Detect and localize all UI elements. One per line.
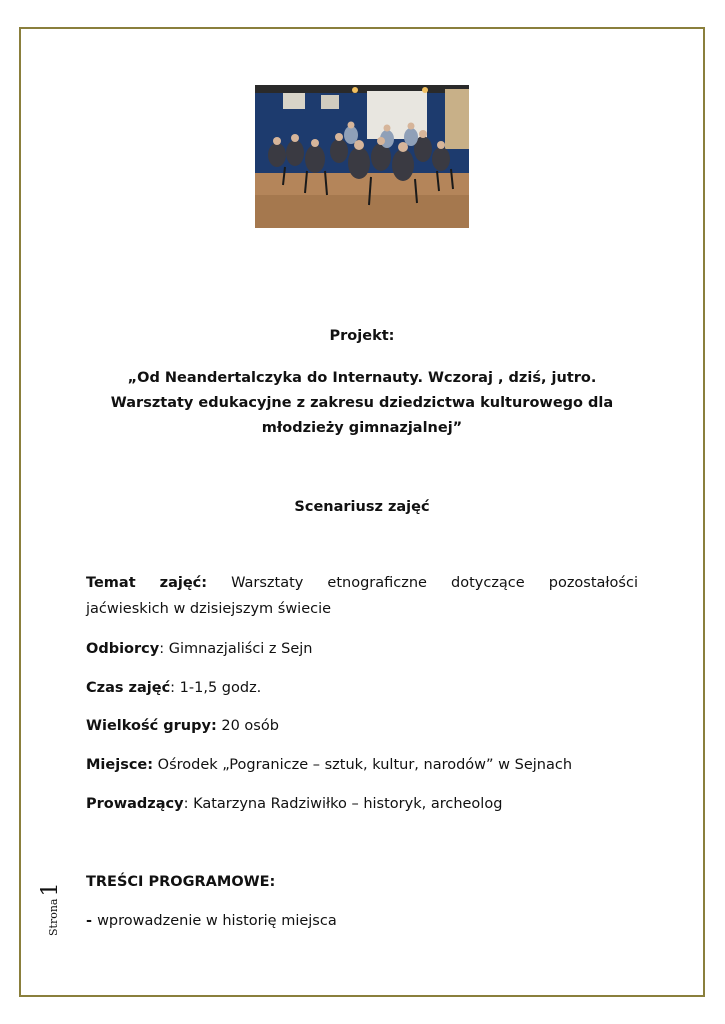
leader-value: : Katarzyna Radziwiłko – historyk, archeolog xyxy=(183,796,503,812)
place-line xyxy=(86,752,638,778)
topic-word-4: pozostałości xyxy=(548,575,638,591)
topic-label-word-2: zajęć: xyxy=(159,575,208,591)
audience-line xyxy=(86,636,638,662)
place-label: Miejsce: xyxy=(86,757,154,773)
topic-line-2: jaćwieskich w dzisiejszym świecie xyxy=(86,601,332,617)
audience-value: : Gimnazjaliści z Sejn xyxy=(159,641,313,657)
place-value: Ośrodek „Pogranicze – sztuk, kultur, narodów” w Sejnach xyxy=(153,757,573,773)
page-number-label xyxy=(34,880,64,940)
group-size-label: Wielkość grupy: xyxy=(86,718,217,734)
scenario-heading: Scenariusz zajęć xyxy=(294,499,430,515)
workshop-group-photo-icon xyxy=(255,85,469,228)
workshop-photo xyxy=(255,85,469,228)
leader-line xyxy=(86,791,638,817)
topic-label-word-1: Temat xyxy=(86,575,136,591)
duration-label: Czas zajęć xyxy=(86,680,171,696)
group-size-value: 20 osób xyxy=(216,718,279,734)
program-bullet: - xyxy=(86,913,98,929)
topic-word-2: etnograficzne xyxy=(327,575,427,591)
audience-label: Odbiorcy xyxy=(86,641,160,657)
leader-label: Prowadzący xyxy=(86,796,184,812)
program-heading xyxy=(86,869,638,895)
page-word: Strona xyxy=(47,898,60,936)
title-line-3: młodzieży gimnazjalnej” xyxy=(261,420,463,436)
title-line-2: Warsztaty edukacyjne z zakresu dziedzictwa kulturowego dla xyxy=(110,395,614,411)
program-item-1 xyxy=(86,908,638,934)
duration-line xyxy=(86,675,638,701)
topic-word-3: dotyczące xyxy=(451,575,525,591)
topic-paragraph xyxy=(86,570,638,622)
program-item-1-text: wprowadzenie w historię miejsca xyxy=(97,913,337,929)
duration-value: : 1-1,5 godz. xyxy=(170,680,262,696)
group-size-line xyxy=(86,713,638,739)
project-label: Projekt: xyxy=(329,328,395,344)
topic-word-1: Warsztaty xyxy=(231,575,304,591)
page-number: 1 xyxy=(38,882,63,897)
program-heading-text: TREŚCI PROGRAMOWE: xyxy=(86,874,276,890)
title-line-1: „Od Neandertalczyka do Internauty. Wczoraj , dziś, jutro. xyxy=(127,370,597,386)
